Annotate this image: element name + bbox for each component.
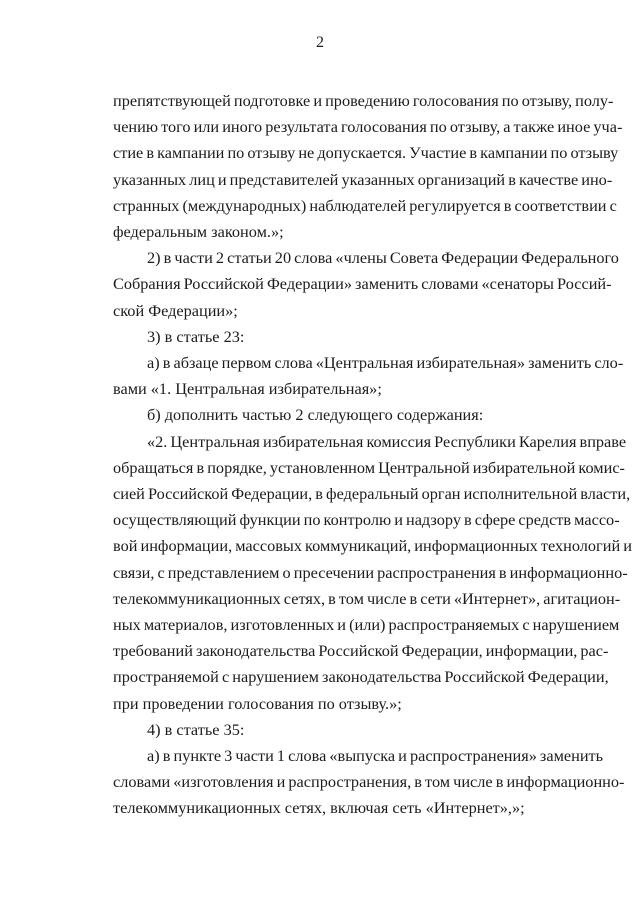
text-line: федеральным законом.»; [113,222,284,242]
text-line: телекоммуникационных сетях, включая сеть «Интернет»,»; [113,798,525,818]
text-line: а) в абзаце первом слова «Центральная избирательная» заменить сло- [147,353,624,373]
text-line: ных материалов, изготовленных и (или) распространяемых с нарушением [113,615,620,635]
text-line: указанных лиц и представителей указанных организаций в качестве ино- [113,169,613,189]
text-line: б) дополнить частью 2 следующего содержания: [147,405,484,425]
text-line: а) в пункте 3 части 1 слова «выпуска и распространения» заменить [147,746,604,766]
text-line: Собрания Российской Федерации» заменить словами «сенаторы Россий- [113,274,612,294]
text-line: чению того или иного результата голосования по отзыву, а также иное уча- [113,117,623,137]
text-line: вами «1. Центральная избирательная»; [113,379,382,399]
text-line: связи, с представлением о пресечении распространения в информационно- [113,562,628,582]
text-line: препятствующей подготовке и проведению голосования по отзыву, полу- [113,91,614,110]
text-line: вой информации, массовых коммуникаций, информационных технологий и [113,536,632,556]
text-line: ской Федерации»; [113,300,238,320]
text-line: требований законодательства Российской Федерации, информации, рас- [113,641,609,661]
text-line: словами «изготовления и распространения, в том числе в информационно- [113,772,625,792]
text-line: стие в кампании по отзыву не допускается. Участие в кампании по отзыву [113,143,619,163]
text-line: осуществляющий функции по контролю и надзору в сфере средств массо- [113,510,620,530]
page-number: 2 [316,34,324,51]
text-line: сией Российской Федерации, в федеральный орган исполнительной власти, [113,484,631,504]
text-line: 4) в статье 35: [147,719,245,739]
text-line: «2. Центральная избирательная комиссия Республики Карелия вправе [147,431,627,451]
text-line: странных (международных) наблюдателей регулируется в соответствии с [113,195,617,215]
text-line: телекоммуникационных сетях, в том числе в сети «Интернет», агитацион- [113,588,621,608]
text-line: 2) в части 2 статьи 20 слова «члены Совета Федерации Федерального [147,248,619,268]
document-body [113,88,632,822]
text-line: пространяемой с нарушением законодательства Российской Федерации, [113,667,609,687]
text-line: при проведении голосования по отзыву.»; [113,693,402,713]
text-line: обращаться в порядке, установленном Центральной избирательной комис- [113,457,625,477]
text-line: 3) в статье 23: [147,326,245,346]
